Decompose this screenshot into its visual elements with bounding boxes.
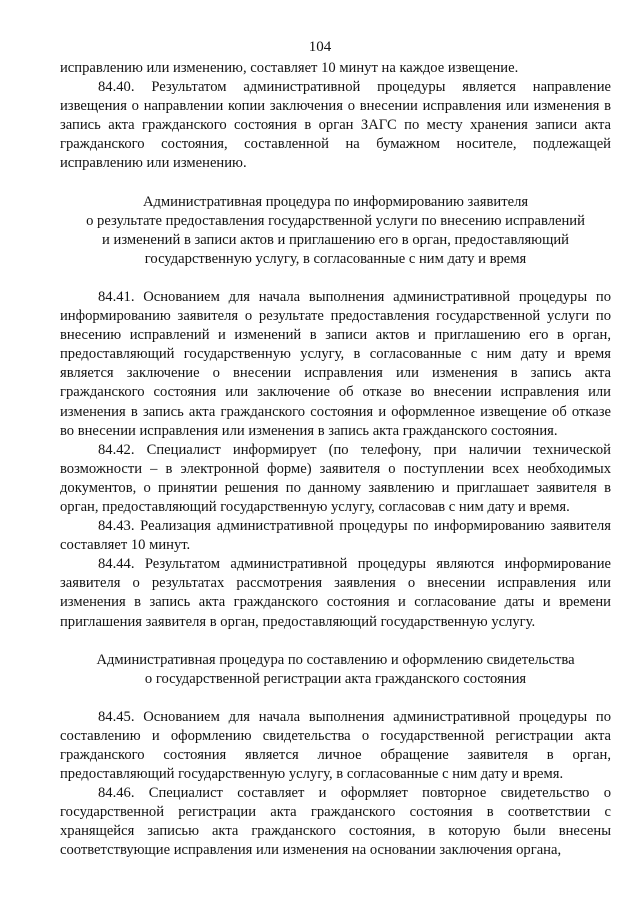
heading-line: и изменений в записи актов и приглашению его в орган, предоставляющий — [102, 231, 569, 248]
paragraph-84-45: 84.45. Основанием для начала выполнения административной процедуры по составлению и оформлению свидетельства о государственной регистрации акта гражданского состояния является личное обращение заявителя в орган, предоставляющий государственную услугу, в согласованные с ним дату и время. — [60, 708, 611, 783]
paragraph-continuation: исправлению или изменению, составляет 10 минут на каждое извещение. — [60, 60, 519, 76]
heading-line: государственную услугу, в согласованные с ним дату и время — [144, 250, 527, 267]
paragraph-84-44: 84.44. Результатом административной процедуры являются информирование заявителя о результатах рассмотрения заявления о внесении исправления или изменения в запись акта гражданского состояния и согласование даты и времени приглашения заявителя в орган, предоставляющий государственную услугу. — [60, 556, 611, 630]
page-number: 104 — [308, 39, 332, 55]
section-heading-informing — [60, 193, 611, 269]
paragraph-84-41: 84.41. Основанием для начала выполнения административной процедуры по информированию заявителя о результате предоставления государственной услуги по внесению исправлений и изменений в записи актов и приглашению его в орган, предоставляющий государственную услугу, в согласованные с ним дату и время является заключение о внесении исправления или изменения в запись акта гражданского состояния или заключение об отказе во внесении исправления или изменения в запись акта гражданского состояния и оформленное извещение об отказе во внесении исправления или изменения в запись акта гражданского состояния. — [60, 288, 611, 439]
heading-line: Административная процедура по составлению и оформлению свидетельства — [96, 651, 575, 668]
heading-line: Административная процедура по информированию заявителя — [142, 193, 529, 210]
paragraph-84-46: 84.46. Специалист составляет и оформляет повторное свидетельство о государственной регистрации акта гражданского состояния в соответствии с хранящейся записью акта гражданского состояния, в которую были внесены соответствующие исправления или изменения на основании заключения органа, — [60, 785, 611, 859]
section-heading-certificate — [60, 651, 611, 689]
heading-line: о результате предоставления государственной услуги по внесению исправлений — [86, 212, 585, 229]
paragraph-84-42: 84.42. Специалист информирует (по телефону, при наличии технической возможности – в электронной форме) заявителя о поступлении всех необходимых документов, о принятии решения по данному заявлению и приглашает заявителя в орган, предоставляющий государственную услугу, согласовав с ним дату и время. — [60, 441, 611, 515]
paragraph-84-40: 84.40. Результатом административной процедуры является направление извещения о направлении копии заключения о внесении исправления или изменения в запись акта гражданского состояния в орган ЗАГС по месту хранения записи акта гражданского состояния, составленной на бумажном носителе, подлежащей исправлению или изменению. — [60, 79, 611, 172]
document-body — [60, 59, 611, 861]
paragraph-84-43: 84.43. Реализация административной процедуры по информированию заявителя составляет 10 минут. — [60, 518, 611, 554]
heading-line: о государственной регистрации акта гражданского состояния — [144, 670, 527, 687]
